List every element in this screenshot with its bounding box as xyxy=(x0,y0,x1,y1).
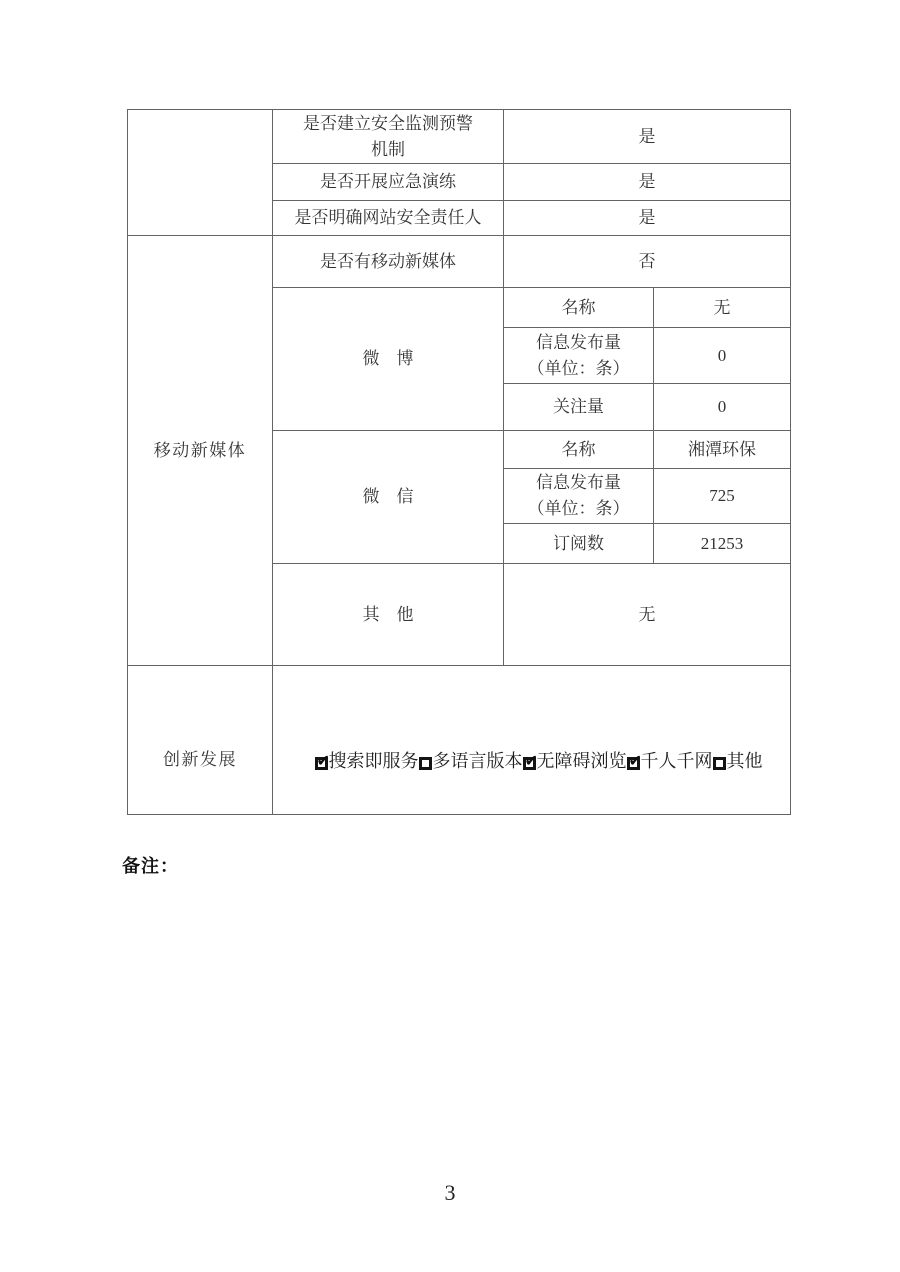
checkbox-icon xyxy=(315,751,330,770)
security-answer-monitoring: 是 xyxy=(504,110,791,164)
answer-has-mobile-media: 否 xyxy=(504,236,791,288)
security-question-responsible-person: 是否明确网站安全责任人 xyxy=(273,201,504,236)
section-cell-empty xyxy=(128,110,273,236)
checkbox-icon xyxy=(419,757,432,770)
checkbox-icon xyxy=(713,757,726,770)
option-label: 千人千网 xyxy=(640,751,713,771)
security-answer-drill: 是 xyxy=(504,164,791,201)
section-label-innovation xyxy=(128,666,273,815)
other-media-value: 无 xyxy=(504,564,791,666)
innovation-label-text: 创新发展 xyxy=(163,750,237,769)
wechat-posts-value: 725 xyxy=(654,469,791,524)
section-label-mobile-new-media: 移动新媒体 xyxy=(128,236,273,666)
page-number: 3 xyxy=(444,1180,456,1205)
innovation-option-multilang xyxy=(419,748,523,774)
question-has-mobile-media: 是否有移动新媒体 xyxy=(273,236,504,288)
innovation-option-other xyxy=(713,748,763,774)
security-answer-responsible-person: 是 xyxy=(504,201,791,236)
wechat-name-value: 湘潭环保 xyxy=(654,431,791,469)
security-question-monitoring: 是否建立安全监测预警 机制 xyxy=(273,110,504,164)
checkbox-icon xyxy=(627,751,642,770)
weibo-name-label: 名称 xyxy=(504,288,654,328)
innovation-option-qianren xyxy=(627,748,713,774)
annual-report-table xyxy=(127,109,791,815)
weibo-followers-value: 0 xyxy=(654,384,791,431)
weibo-followers-label: 关注量 xyxy=(504,384,654,431)
other-media-label: 其 他 xyxy=(273,564,504,666)
checkbox-icon xyxy=(523,751,538,770)
check-icon: ✔ xyxy=(524,751,538,770)
wechat-subscribers-label: 订阅数 xyxy=(504,524,654,564)
weibo-posts-value: 0 xyxy=(654,328,791,384)
check-icon: ✔ xyxy=(316,751,330,770)
innovation-options-line xyxy=(273,706,790,774)
option-label: 搜索即服务 xyxy=(328,751,419,771)
weibo-label-cell: 微 博 xyxy=(273,288,504,431)
innovation-option-search xyxy=(315,748,419,774)
check-icon: ✔ xyxy=(628,751,642,770)
wechat-name-label: 名称 xyxy=(504,431,654,469)
security-question-drill: 是否开展应急演练 xyxy=(273,164,504,201)
option-label: 其他 xyxy=(726,751,763,771)
wechat-posts-label: 信息发布量 （单位：条） xyxy=(504,469,654,524)
innovation-options-cell xyxy=(273,666,791,815)
option-label: 多语言版本 xyxy=(432,751,523,771)
wechat-subscribers-value: 21253 xyxy=(654,524,791,564)
wechat-label-cell: 微 信 xyxy=(273,431,504,564)
weibo-posts-label: 信息发布量 （单位：条） xyxy=(504,328,654,384)
innovation-option-accessibility xyxy=(523,748,627,774)
note-label: 备注： xyxy=(122,856,179,876)
weibo-name-value: 无 xyxy=(654,288,791,328)
option-label: 无障碍浏览 xyxy=(536,751,627,771)
